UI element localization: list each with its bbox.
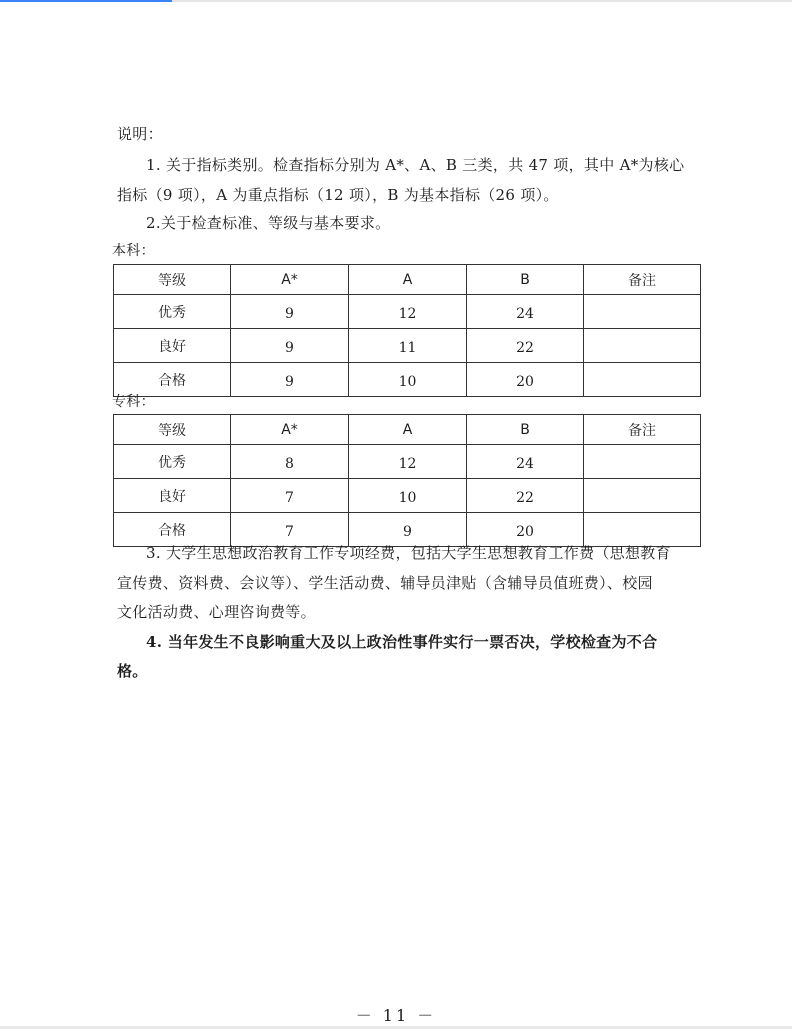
a-cell: 10 (349, 363, 467, 397)
header-cell-grade: 等级 (114, 265, 231, 295)
header-cell-remarks: 备注 (584, 415, 701, 445)
paragraph-4-line-2: 格。 (117, 662, 148, 680)
b-cell: 22 (467, 479, 584, 513)
a-star-cell: 8 (231, 445, 349, 479)
a-star-cell: 9 (231, 329, 349, 363)
table-header-row (114, 415, 701, 445)
table-row (114, 513, 701, 547)
a-star-cell: 9 (231, 363, 349, 397)
b-cell: 24 (467, 295, 584, 329)
table-row (114, 329, 701, 363)
a-cell: 12 (349, 445, 467, 479)
paragraph-3-line-2: 宣传费、资料费、会议等）、学生活动费、辅导员津贴（含辅导员值班费）、校园 (117, 574, 653, 592)
grade-cell: 良好 (114, 479, 231, 513)
table-row (114, 445, 701, 479)
table-row (114, 295, 701, 329)
remarks-cell (584, 363, 701, 397)
remarks-cell (584, 513, 701, 547)
table-header-row (114, 265, 701, 295)
junior-college-grade-table (113, 414, 701, 547)
table-row (114, 479, 701, 513)
header-cell-remarks: 备注 (584, 265, 701, 295)
header-cell-b: B (467, 265, 584, 295)
a-cell: 11 (349, 329, 467, 363)
b-cell: 20 (467, 363, 584, 397)
a-cell: 9 (349, 513, 467, 547)
header-cell-a: A (349, 415, 467, 445)
table-row (114, 363, 701, 397)
a-star-cell: 7 (231, 513, 349, 547)
grade-cell: 优秀 (114, 295, 231, 329)
a-cell: 12 (349, 295, 467, 329)
grade-cell: 合格 (114, 513, 231, 547)
remarks-cell (584, 329, 701, 363)
b-cell: 24 (467, 445, 584, 479)
paragraph-1-line-1: 1. 关于指标类别。检查指标分别为 A*、A、B 三类，共 47 项，其中 A*为核心 (146, 156, 685, 174)
a-star-cell: 7 (231, 479, 349, 513)
paragraph-3-line-3: 文化活动费、心理咨询费等。 (117, 603, 316, 621)
header-cell-grade: 等级 (114, 415, 231, 445)
grade-cell: 合格 (114, 363, 231, 397)
header-cell-a: A (349, 265, 467, 295)
remarks-cell (584, 295, 701, 329)
junior-college-caption: 专科： (112, 394, 155, 410)
b-cell: 22 (467, 329, 584, 363)
top-accent-bar (0, 0, 172, 2)
undergrad-grade-table (113, 264, 701, 397)
paragraph-3-line-1: 3. 大学生思想政治教育工作专项经费，包括大学生思想教育工作费（思想教育 (146, 544, 671, 562)
a-cell: 10 (349, 479, 467, 513)
header-cell-a-star: A* (231, 265, 349, 295)
paragraph-4-line-1: 4. 当年发生不良影响重大及以上政治性事件实行一票否决，学校检查为不合 (146, 633, 658, 651)
undergrad-caption: 本科： (112, 243, 155, 259)
paragraph-2: 2.关于检查标准、等级与基本要求。 (146, 214, 391, 232)
a-star-cell: 9 (231, 295, 349, 329)
grade-cell: 优秀 (114, 445, 231, 479)
b-cell: 20 (467, 513, 584, 547)
header-cell-a-star: A* (231, 415, 349, 445)
remarks-cell (584, 445, 701, 479)
header-cell-b: B (467, 415, 584, 445)
page-number: － 11 － (355, 1006, 437, 1025)
explanation-heading: 说明： (117, 125, 163, 143)
remarks-cell (584, 479, 701, 513)
paragraph-1-line-2: 指标（9 项），A 为重点指标（12 项），B 为基本指标（26 项）。 (117, 186, 559, 204)
grade-cell: 良好 (114, 329, 231, 363)
